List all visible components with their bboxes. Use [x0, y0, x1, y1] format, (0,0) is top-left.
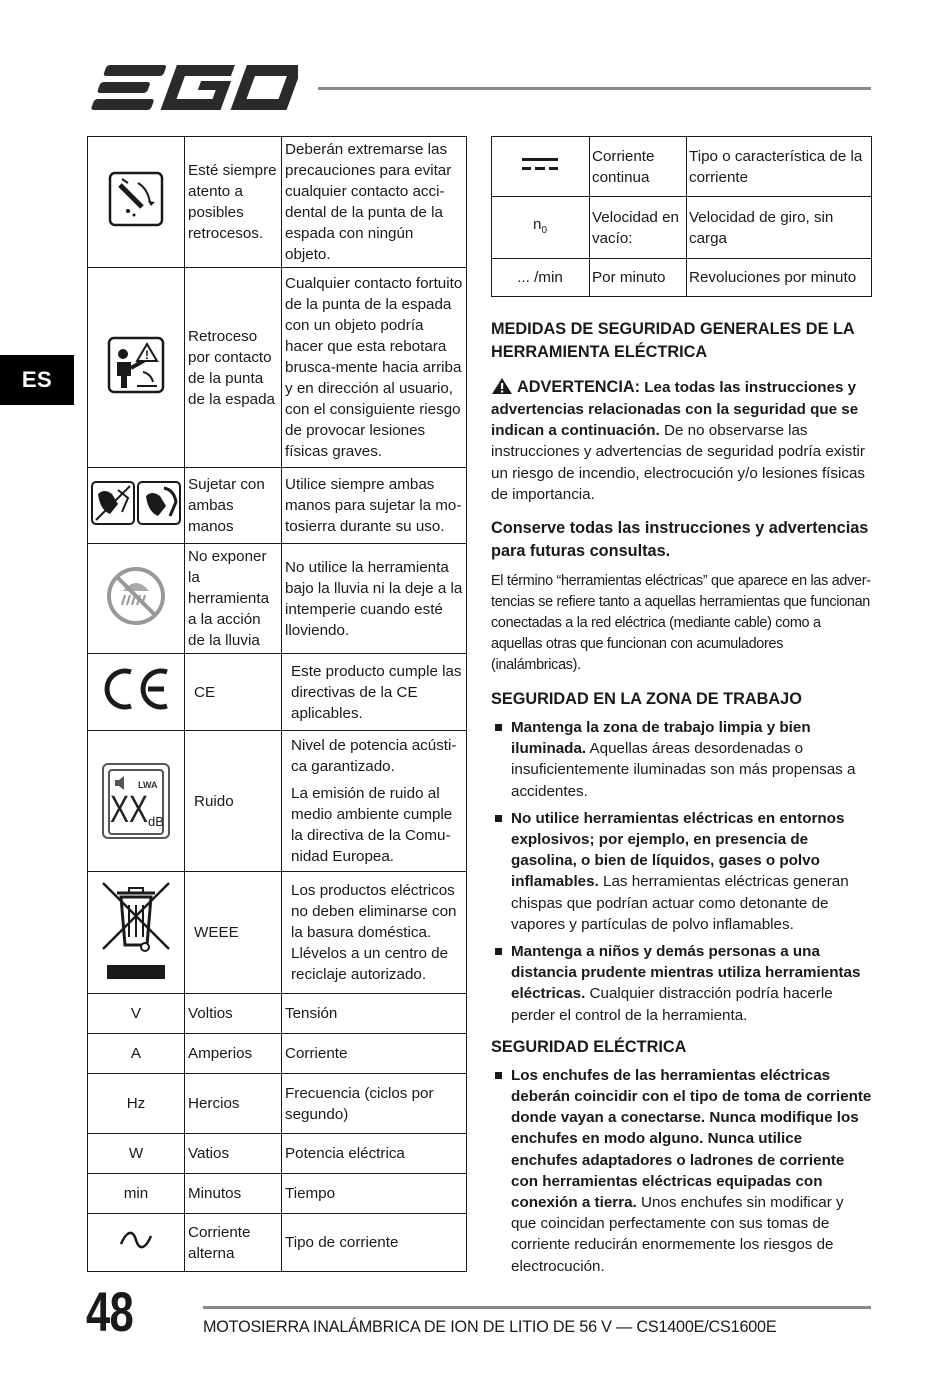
symbol-cell: [88, 268, 185, 468]
symbol-text: A: [88, 1034, 185, 1074]
table-row: [492, 197, 872, 259]
symbol-cell: [88, 137, 185, 268]
work-area-list: [491, 717, 873, 1026]
symbol-name: Ruido: [185, 731, 282, 872]
table-row: [88, 872, 467, 994]
list-item: [491, 941, 873, 1026]
table-row: [88, 1034, 467, 1074]
svg-text:!: !: [145, 347, 149, 362]
symbol-name: Voltios: [185, 994, 282, 1034]
symbol-desc: Cualquier contacto fortuito de la punta de la espada con un objeto podría hacer que esta rebotara brusca-mente hacia arriba y en dirección al usuario, con el consiguiente riesgo de provocar lesiones físicas graves.: [282, 268, 467, 468]
item-bold: Mantenga a niños y demás personas a una distancia prudente mientras utiliza herramientas eléctricas.: [511, 943, 861, 1003]
symbol-cell: [88, 1214, 185, 1272]
page-number: 48: [86, 1280, 134, 1343]
noise-value: XX: [110, 789, 149, 831]
warning-triangle-icon: [491, 377, 513, 395]
symbol-cell: [88, 872, 185, 994]
language-tab: ES: [0, 355, 74, 405]
symbol-desc: Potencia eléctrica: [282, 1134, 467, 1174]
electrical-list: [491, 1065, 873, 1277]
table-row: [492, 137, 872, 197]
table-row: [88, 1134, 467, 1174]
symbol-desc: Utilice siempre ambas manos para sujetar la mo-tosierra durante su uso.: [282, 468, 467, 544]
ego-logo: [86, 62, 298, 114]
table-row: [88, 137, 467, 268]
tip-contact-kickback-icon: [107, 336, 165, 394]
symbol-subscript: 0: [541, 225, 547, 237]
symbol-desc: Corriente: [282, 1034, 467, 1074]
two-hands-icon: [90, 480, 182, 526]
table-row: [88, 544, 467, 654]
symbol-cell: [88, 544, 185, 654]
noise-label: LWA: [138, 780, 158, 790]
symbol-desc: Tipo o característica de la corriente: [687, 137, 872, 197]
warning-paragraph: [491, 376, 873, 505]
list-item: [491, 1065, 873, 1277]
warning-label: ADVERTENCIA:: [517, 378, 641, 396]
item-text: Aquellas áreas desordenadas o insuficientemente iluminadas son más propensas a accidentes.: [511, 740, 856, 800]
symbol-text: V: [88, 994, 185, 1034]
footer-rule: [203, 1306, 871, 1309]
symbol-cell: [88, 731, 185, 872]
kickback-awareness-icon: [108, 171, 164, 227]
symbol-desc: Revoluciones por minuto: [687, 259, 872, 297]
symbol-cell: [492, 137, 590, 197]
symbol-text: min: [88, 1174, 185, 1214]
table-row: [88, 994, 467, 1034]
symbol-name: Amperios: [185, 1034, 282, 1074]
symbol-desc: Velocidad de giro, sin carga: [687, 197, 872, 259]
symbol-name: Minutos: [185, 1174, 282, 1214]
symbol-desc: Deberán extremarse las precauciones para evitar cualquier contacto acci-dental de la punta de la espada con ningún objeto.: [282, 137, 467, 268]
table-row: [88, 1074, 467, 1134]
symbol-name: No exponer la herramienta a la acción de la lluvia: [185, 544, 282, 654]
ce-mark-icon: [101, 666, 171, 712]
weee-bin-icon: [97, 875, 175, 985]
symbol-name: WEEE: [185, 872, 282, 994]
item-bold: No utilice herramientas eléctricas en entornos explosivos; por ejemplo, en presencia de gasolina, o bien de líquidos, gases o polvo inflamables.: [511, 809, 845, 891]
list-item: [491, 808, 873, 935]
direct-current-icon: [522, 156, 558, 172]
item-bold: Los enchufes de las herramientas eléctricas deberán coincidir con el tipo de toma de corriente donde vayan a conectarse. Nunca modifique los enchufes en modo alguno. Nunca utilice enchufes adaptadores o ladrones de corriente con herramientas eléctricas equipadas con conexión a tierra.: [511, 1066, 872, 1212]
alternating-current-icon: [119, 1230, 153, 1250]
section-heading: MEDIDAS DE SEGURIDAD GENERALES DE LA HERRAMIENTA ELÉCTRICA: [491, 320, 855, 361]
footer-title: MOTOSIERRA INALÁMBRICA DE ION DE LITIO DE 56 V — CS1400E/CS1600E: [203, 1318, 777, 1336]
symbol-desc: Los productos eléctricos no deben eliminarse con la basura doméstica. Llévelos a un centro de reciclaje autorizado.: [282, 872, 467, 994]
symbol-text: ... /min: [492, 259, 590, 297]
warning-text: De no observarse las instrucciones y advertencias de seguridad podría existir un riesgo de incendio, electrocución y/o lesiones físicas de importancia.: [491, 422, 865, 503]
header-rule: [318, 87, 871, 90]
work-area-heading: SEGURIDAD EN LA ZONA DE TRABAJO: [491, 690, 802, 709]
symbol-name: Velocidad en vacío:: [590, 197, 687, 259]
noise-level-icon: [102, 763, 170, 839]
symbol-desc: Tensión: [282, 994, 467, 1034]
symbol-desc-2: La emisión de ruido al medio ambiente cumple la directiva de la Comu-nidad Europea.: [291, 785, 453, 865]
symbol-desc-cell: [282, 731, 467, 872]
symbol-name: Sujetar con ambas manos: [185, 468, 282, 544]
symbol-cell: [88, 654, 185, 731]
symbol-name: Corriente continua: [590, 137, 687, 197]
table-row: [88, 468, 467, 544]
item-text: Unos enchufes sin modificar y que coincidan perfectamente con sus tomas de corriente reducirán enormemente los riesgos de electrocución.: [511, 1194, 844, 1275]
item-text: Las herramientas eléctricas generan chispas que podrían actuar como detonante de vapores y partículas de polvo inflamables.: [511, 873, 849, 933]
safety-section: [491, 318, 873, 1287]
symbol-text-cell: [492, 197, 590, 259]
symbol-text: Hz: [88, 1074, 185, 1134]
table-row: [88, 1174, 467, 1214]
symbol-name: Hercios: [185, 1074, 282, 1134]
table-row: [492, 259, 872, 297]
symbol-desc: Este producto cumple las directivas de la CE aplicables.: [282, 654, 467, 731]
symbols-table: [87, 136, 467, 1272]
electrical-heading: SEGURIDAD ELÉCTRICA: [491, 1037, 687, 1056]
noise-unit: dB: [148, 814, 164, 829]
symbols-table-right: [491, 136, 872, 297]
symbol-desc: Tiempo: [282, 1174, 467, 1214]
symbol-desc: No utilice la herramienta bajo la lluvia ni la deje a la intemperie cuando esté lloviendo.: [282, 544, 467, 654]
symbol-desc: Nivel de potencia acústi-ca garantizado.: [291, 737, 457, 775]
symbol-name: Vatios: [185, 1134, 282, 1174]
symbol-name: Retroceso por contacto de la punta de la espada: [185, 268, 282, 468]
keep-heading: Conserve todas las instrucciones y advertencias para futuras consultas.: [491, 519, 869, 561]
symbol-desc: Tipo de corriente: [282, 1214, 467, 1272]
term-paragraph: El término “herramientas eléctricas” que aparece en las adver-tencias se refiere tanto a aquellas herramientas que funcionan conectadas a la red eléctrica (mediante cable) como a aquellas otras que funcionan con acumuladores (inalámbricas).: [491, 573, 871, 674]
symbol-desc: Frecuencia (ciclos por segundo): [282, 1074, 467, 1134]
symbol-name: Esté siempre atento a posibles retrocesos.: [185, 137, 282, 268]
item-text: Cualquier distracción podría hacerle perder el control de la herramienta.: [511, 985, 833, 1024]
list-item: [491, 717, 873, 802]
item-bold: Mantenga la zona de trabajo limpia y bien iluminada.: [511, 719, 811, 758]
symbol-name: CE: [185, 654, 282, 731]
symbol-cell: [88, 468, 185, 544]
warning-bold: Lea todas las instrucciones y advertencias relacionadas con la seguridad que se indican a continuación.: [491, 379, 859, 440]
symbol-name: Corriente alterna: [185, 1214, 282, 1272]
symbol-text: W: [88, 1134, 185, 1174]
symbol-name: Por minuto: [590, 259, 687, 297]
no-rain-icon: [105, 565, 167, 627]
symbol-text: n: [532, 215, 542, 233]
table-row: [88, 654, 467, 731]
table-row: [88, 268, 467, 468]
table-row: [88, 731, 467, 872]
table-row: [88, 1214, 467, 1272]
